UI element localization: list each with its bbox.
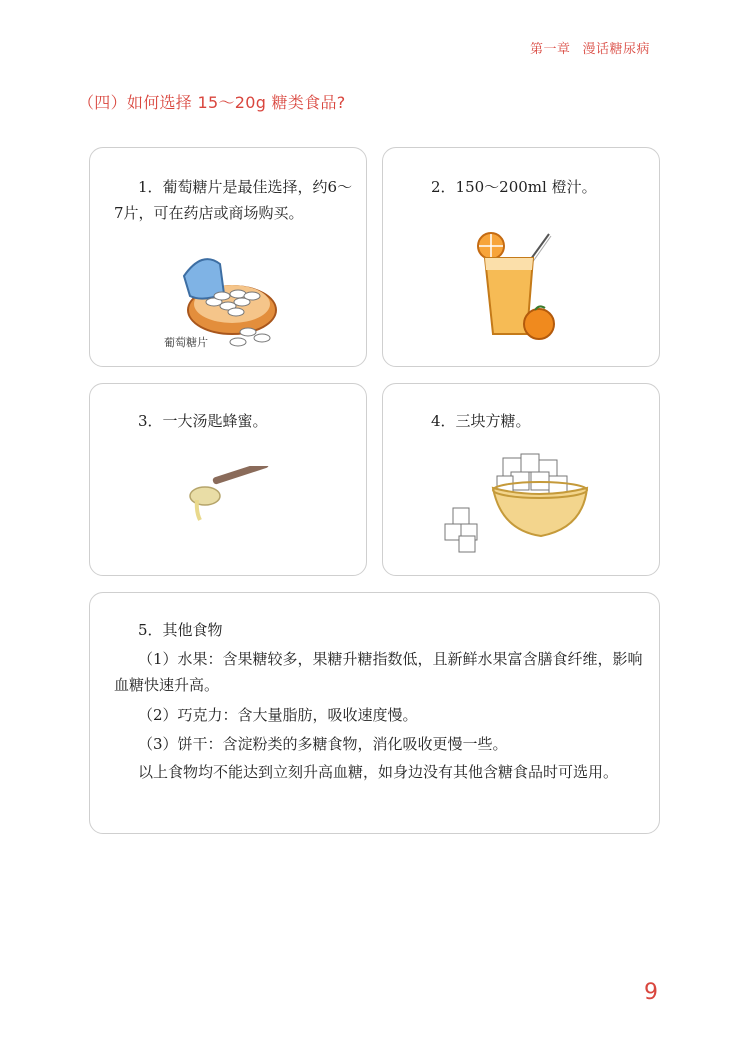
honey-spoon-icon — [188, 466, 278, 526]
running-header — [530, 38, 650, 57]
orange-juice-icon — [471, 230, 561, 342]
card-text: 4．三块方糖。 — [431, 412, 531, 430]
card-other-foods — [89, 592, 660, 834]
card-orange-juice — [382, 147, 660, 367]
chapter-label: 第一章 — [529, 42, 571, 57]
other-foods-item-biscuit: （3）饼干：含淀粉类的多糖食物，消化吸收更慢一些。 — [138, 735, 508, 753]
card-text: 3．一大汤匙蜂蜜。 — [138, 412, 268, 430]
other-foods-note: 以上食物均不能达到立刻升高血糖，如身边没有其他含糖食品时可选用。 — [138, 763, 619, 781]
card-glucose-tablets — [89, 147, 367, 367]
card-text: 1．葡萄糖片是最佳选择，约6～7片，可在药店或商场购买。 — [114, 178, 353, 222]
glucose-tablets-caption: 葡萄糖片 — [164, 336, 208, 349]
section-title: （四）如何选择 15～20g 糖类食品? — [78, 93, 346, 112]
chapter-title: 漫话糖尿病 — [582, 42, 650, 57]
card-honey — [89, 383, 367, 576]
card-sugar-cubes — [382, 383, 660, 576]
card-text: 2．150～200ml 橙汁。 — [431, 178, 597, 196]
other-foods-item-fruit: （1）水果：含果糖较多，果糖升糖指数低，且新鲜水果富含膳食纤维，影响血糖快速升高。 — [114, 650, 643, 694]
other-foods-item-chocolate: （2）巧克力：含大量脂肪，吸收速度慢。 — [138, 706, 418, 724]
other-foods-title: 5．其他食物 — [138, 621, 223, 639]
sugar-cubes-icon — [443, 450, 593, 555]
page-number: 9 — [644, 980, 658, 1005]
